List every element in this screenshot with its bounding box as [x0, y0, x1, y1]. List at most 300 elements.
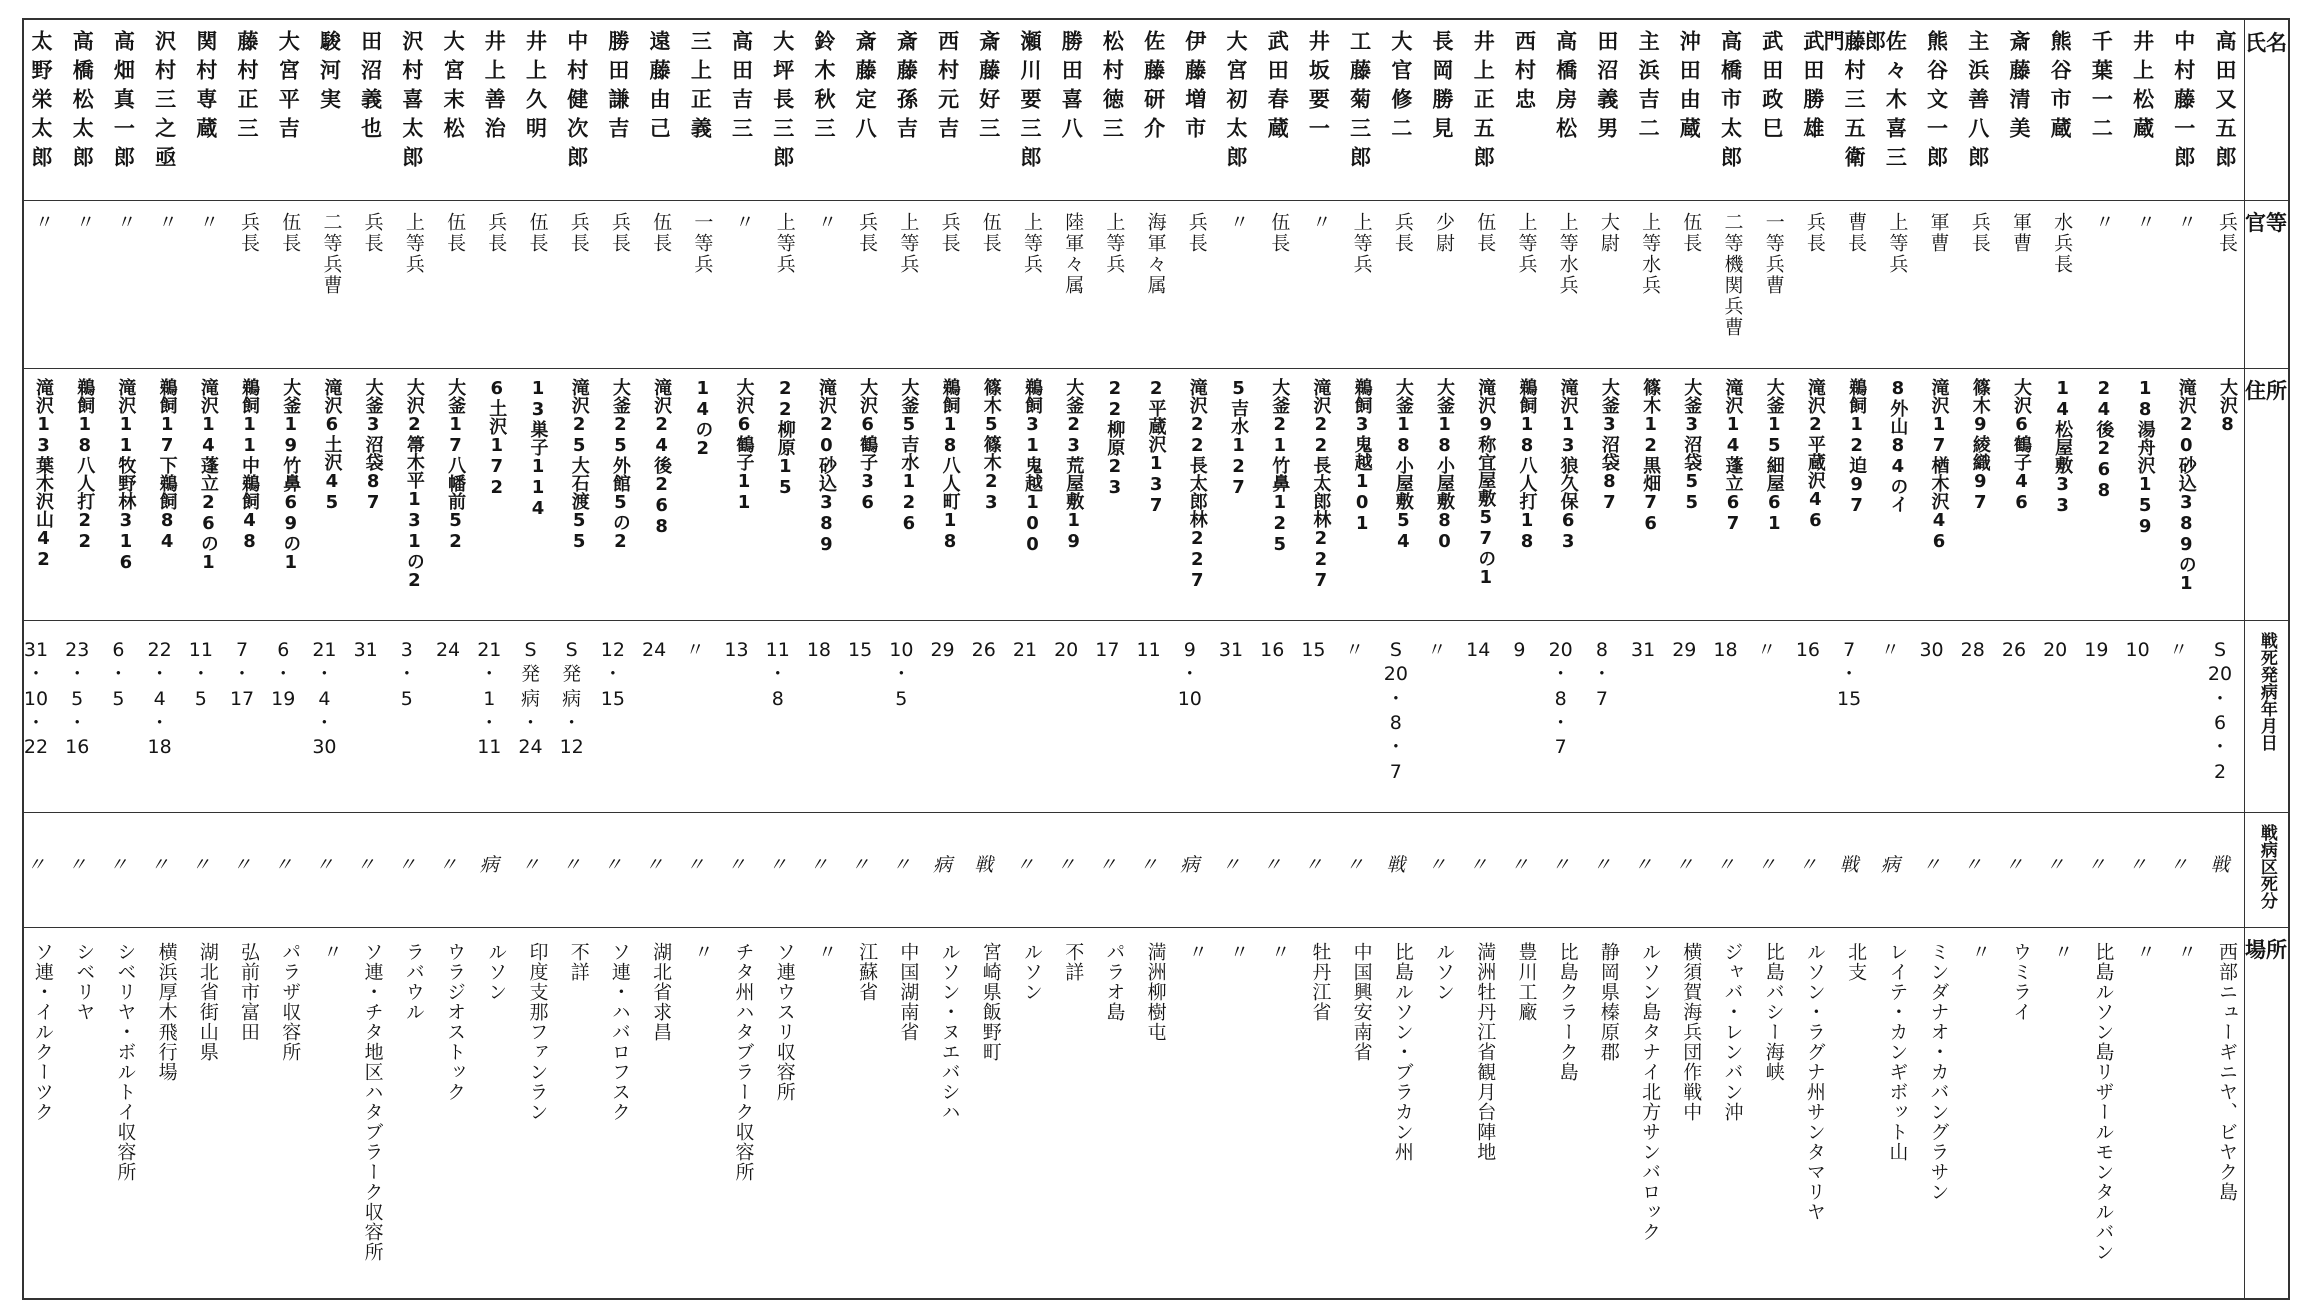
- record-date: 10: [2125, 639, 2150, 661]
- record-rank: 兵長: [1185, 212, 1208, 254]
- record-date: 21: [1012, 639, 1038, 661]
- record-date: 6 ・ 19: [271, 639, 296, 710]
- record-place: 北支: [1845, 942, 1868, 982]
- record-name: 松村徳三: [1100, 30, 1126, 146]
- record-name: 井上松蔵: [2130, 30, 2156, 146]
- record-date: 29: [1672, 639, 1697, 661]
- record-address: 大沢6鶴子36: [857, 378, 879, 513]
- record-column: [679, 20, 714, 1300]
- record-column: [844, 20, 879, 1300]
- record-date: 15: [848, 639, 873, 661]
- record-date: 9 ・ 10: [1177, 639, 1202, 710]
- record-place: 横須賀海兵団作戦中: [1680, 942, 1703, 1122]
- record-column: [1792, 20, 1824, 1300]
- record-address: 22柳原15: [774, 378, 796, 498]
- record-place: 比島バシー海峡: [1762, 942, 1785, 1082]
- record-column: [1710, 20, 1742, 1300]
- record-place: パラオ島: [1103, 942, 1126, 1022]
- record-date: 11: [1136, 639, 1161, 661]
- record-address: 18湯舟沢159: [2134, 378, 2156, 537]
- record-name: 井上善治: [482, 30, 508, 146]
- record-name: 勝田謙吉: [605, 30, 631, 146]
- record-place: 比島ルソン・ブラカン州: [1391, 942, 1414, 1162]
- record-name: 瀬川要三郎: [1017, 30, 1043, 175]
- record-place: 〃: [691, 942, 714, 962]
- memorial-register-table: [22, 18, 2290, 1300]
- record-kubun: 〃: [191, 854, 211, 876]
- record-name: 高橋松太郎: [70, 30, 96, 175]
- record-column: [1174, 20, 1206, 1300]
- record-rank: 兵長: [485, 212, 508, 254]
- record-kubun: 〃: [1963, 854, 1983, 876]
- record-rank: 兵長: [567, 212, 590, 254]
- record-name: 千葉一二: [2089, 30, 2115, 146]
- record-address: 滝沢14蓬立67: [1722, 378, 1744, 534]
- record-address: 鵜飼3鬼越101: [1351, 378, 1373, 534]
- record-place: 湖北省街山県: [196, 942, 219, 1062]
- record-name: 井上正五郎: [1471, 30, 1497, 175]
- record-address: 滝沢22長太郎林227: [1186, 378, 1208, 591]
- record-address: 篠木5篠木23: [980, 378, 1002, 513]
- record-date: 19: [2084, 639, 2109, 661]
- record-date: 〃: [1757, 639, 1777, 661]
- record-kubun: 〃: [67, 854, 87, 876]
- record-address: 13巣子114: [527, 378, 549, 519]
- record-kubun: 〃: [644, 854, 664, 876]
- record-place: ルソン島タナイ北方サンバロック: [1639, 942, 1662, 1242]
- record-date: 3 ・ 5: [397, 639, 417, 710]
- record-place: シベリヤ・ボルトイ収容所: [114, 942, 137, 1182]
- record-address: 滝沢24後268: [651, 378, 673, 537]
- record-rank: 一等兵曹: [1762, 212, 1785, 296]
- record-address: 大釜18小屋敷80: [1434, 378, 1456, 552]
- record-kubun: 〃: [26, 854, 46, 876]
- record-kubun: 〃: [727, 854, 747, 876]
- record-rank: 〃: [73, 212, 96, 233]
- record-rank: 海軍々属: [1144, 212, 1167, 296]
- record-kubun: 〃: [397, 854, 417, 876]
- record-rank: 兵長: [1968, 212, 1991, 254]
- record-name: 井坂要一: [1306, 30, 1332, 146]
- record-address: 鵜飼17下鵜飼84: [156, 378, 178, 552]
- record-kubun: 〃: [1798, 854, 1818, 876]
- record-date: 23 ・ 5 ・ 16: [65, 639, 90, 759]
- record-column: [432, 20, 467, 1300]
- record-address: 大釜15細屋61: [1763, 378, 1785, 534]
- record-address: 滝沢6土沢45: [321, 378, 343, 513]
- record-date: 17: [1095, 639, 1120, 661]
- record-address: 大釜21竹鼻125: [1269, 378, 1291, 555]
- record-kubun: 〃: [1922, 854, 1942, 876]
- record-rank: 軍曹: [1927, 212, 1950, 254]
- record-column: [61, 20, 96, 1300]
- record-kubun: 〃: [108, 854, 128, 876]
- record-place: 〃: [1185, 942, 1208, 962]
- record-address: 篠木9綾織97: [1969, 378, 1991, 513]
- record-address: 14松屋敷33: [2052, 378, 2074, 516]
- record-name: 井上久明: [523, 30, 549, 146]
- record-address: 大沢8: [2217, 378, 2238, 435]
- record-date: 31 ・ 10 ・ 22: [23, 639, 49, 759]
- record-column: [2080, 20, 2115, 1300]
- record-address: 大釜3沼袋87: [362, 378, 384, 513]
- record-date: S 20 ・ 8 ・ 7: [1383, 639, 1408, 783]
- record-column: [514, 20, 549, 1300]
- record-date: 〃: [1427, 639, 1447, 661]
- record-address: 滝沢13狼久保63: [1557, 378, 1579, 552]
- record-date: 7 ・ 15: [1837, 639, 1862, 710]
- record-rank: 兵長: [361, 212, 384, 254]
- record-rank: 軍曹: [2009, 212, 2032, 254]
- record-date: 20: [1054, 639, 1079, 661]
- record-column: [1503, 20, 1538, 1300]
- record-place: 中国湖南省: [897, 942, 920, 1042]
- record-column: [556, 20, 588, 1300]
- record-date: 〃: [685, 639, 705, 661]
- record-kubun: 〃: [768, 854, 788, 876]
- record-place: 満洲牡丹江省観月台陣地: [1474, 942, 1497, 1162]
- record-column: [803, 20, 835, 1300]
- record-rank: 兵長: [608, 212, 631, 254]
- record-date: 6 ・ 5: [108, 639, 128, 710]
- record-place: 静岡県榛原郡: [1597, 942, 1620, 1062]
- record-place: ラバウル: [402, 942, 425, 1022]
- record-place: 不詳: [1062, 942, 1085, 982]
- record-date: 16: [1260, 639, 1285, 661]
- record-rank: 上等兵: [773, 212, 796, 275]
- record-column: [762, 20, 794, 1300]
- record-column: [1380, 20, 1412, 1300]
- record-date: 28: [1960, 639, 1985, 661]
- record-name: 中村健次郎: [564, 30, 590, 175]
- record-address: 大釜3沼袋87: [1598, 378, 1620, 513]
- record-name: 三上正義: [688, 30, 714, 146]
- record-address: 8外山84のイ: [1887, 378, 1909, 513]
- record-kubun: 〃: [891, 854, 911, 876]
- record-name: 伊藤増市: [1182, 30, 1208, 146]
- record-column: [1916, 20, 1948, 1300]
- record-name: 武田勝雄: [1800, 30, 1826, 146]
- record-date: 11 ・ 5: [188, 639, 213, 710]
- record-place: ウミライ: [2009, 942, 2032, 1022]
- record-place: 弘前市富田: [238, 942, 261, 1042]
- record-address: 大釜25外館5の2: [609, 378, 631, 552]
- record-place: ルソン: [1020, 942, 1043, 1002]
- record-address: 鵜飼18八人町18: [939, 378, 961, 552]
- record-date: 20: [2043, 639, 2068, 661]
- record-kubun: 〃: [1757, 854, 1777, 876]
- record-rank: 二等兵曹: [320, 212, 343, 296]
- record-address: 大釜5吉水126: [898, 378, 920, 534]
- record-rank: 上等水兵: [1556, 212, 1579, 296]
- record-place: 比島ルソン島リザールモンタルバン: [2092, 942, 2115, 1262]
- record-place: 不詳: [567, 942, 590, 982]
- record-kubun: 〃: [1221, 854, 1241, 876]
- record-place: シベリヤ: [73, 942, 96, 1022]
- record-place: 豊川工廠: [1515, 942, 1538, 1022]
- record-column: [1297, 20, 1332, 1300]
- record-place: 比島クラーク島: [1556, 942, 1579, 1082]
- record-kubun: 〃: [562, 854, 582, 876]
- record-kubun: 〃: [2086, 854, 2106, 876]
- record-kubun: 〃: [603, 854, 623, 876]
- record-name: 大宮平吉: [276, 30, 302, 146]
- record-rank: 陸軍々属: [1062, 212, 1085, 296]
- record-address: 滝沢22長太郎林227: [1310, 378, 1332, 591]
- record-name: 武田政巳: [1759, 30, 1785, 146]
- record-address: 22柳原23: [1104, 378, 1126, 498]
- record-column: [1957, 20, 1989, 1300]
- record-place: パラザ収容所: [279, 942, 302, 1062]
- header-kubun: 戦病区死分: [2256, 824, 2277, 909]
- record-rank: 上等兵: [402, 212, 425, 275]
- record-kubun: 〃: [1056, 854, 1076, 876]
- record-place: 西部ニューギニヤ、ビヤク島: [2216, 942, 2238, 1202]
- record-kubun: 〃: [1139, 854, 1159, 876]
- record-name: 工藤菊三郎: [1347, 30, 1373, 175]
- record-kubun: 〃: [1592, 854, 1612, 876]
- record-address: 滝沢25大石渡55: [568, 378, 590, 552]
- record-rank: 伍長: [1680, 212, 1703, 254]
- record-address: 滝沢13葉木沢山42: [33, 378, 54, 570]
- record-name: 高田吉三: [729, 30, 755, 146]
- record-place: 〃: [814, 942, 837, 962]
- record-name: 沢村喜太郎: [399, 30, 425, 175]
- record-address: 鵜飼11中鵜飼48: [239, 378, 261, 552]
- record-date: 24: [642, 639, 667, 661]
- record-rank: 上等兵: [1515, 212, 1538, 275]
- record-address: 篠木12黒畑76: [1640, 378, 1662, 534]
- record-rank: 〃: [114, 212, 137, 233]
- record-place: ルソン・ヌエバシハ: [938, 942, 961, 1122]
- record-place: 〃: [320, 942, 343, 962]
- record-kubun: 〃: [2004, 854, 2024, 876]
- record-kubun: 病: [1180, 854, 1200, 876]
- record-date: S 20 ・ 6 ・ 2: [2207, 639, 2233, 783]
- record-name: 沖田由蔵: [1677, 30, 1703, 146]
- record-rank: 伍長: [279, 212, 302, 254]
- record-column: [102, 20, 137, 1300]
- record-name: 藤村三五衛門: [1821, 30, 1868, 175]
- record-name: 藤村正三: [235, 30, 261, 146]
- record-column: [1751, 20, 1783, 1300]
- record-name: 田沼義男: [1594, 30, 1620, 146]
- record-column: [350, 20, 382, 1300]
- record-rank: 〃: [732, 212, 755, 233]
- record-name: 高橋市太郎: [1718, 30, 1744, 175]
- record-name: 長岡勝見: [1430, 30, 1456, 146]
- record-address: 大沢6鶴子11: [733, 378, 755, 513]
- record-rank: 上等兵: [1020, 212, 1043, 275]
- record-address: 24後268: [2093, 378, 2115, 501]
- record-date: 26: [2001, 639, 2027, 661]
- record-date: 8 ・ 7: [1592, 639, 1612, 710]
- record-column: [1256, 20, 1291, 1300]
- record-name: 高田又五郎: [2213, 30, 2238, 175]
- record-place: 満洲柳樹屯: [1144, 942, 1167, 1042]
- record-address: 鵜飼18八人打18: [1516, 378, 1538, 552]
- record-address: 滝沢17楢木沢46: [1928, 378, 1950, 552]
- record-place: 〃: [1968, 942, 1991, 962]
- record-rank: 兵長: [856, 212, 879, 254]
- record-rank: 〃: [2092, 212, 2115, 233]
- record-kubun: 病: [1880, 854, 1900, 876]
- record-name: 勝田喜八: [1059, 30, 1085, 146]
- record-rank: 一等兵: [691, 212, 714, 275]
- record-place: 〃: [2174, 942, 2197, 962]
- record-kubun: 〃: [2045, 854, 2065, 876]
- record-rank: 上等兵: [1350, 212, 1373, 275]
- record-column: [226, 20, 261, 1300]
- record-address: 滝沢2平蔵沢46: [1804, 378, 1826, 531]
- record-kubun: 〃: [1097, 854, 1117, 876]
- record-rank: 〃: [2133, 212, 2156, 233]
- record-column: [1050, 20, 1085, 1300]
- record-date: 21 ・ 1 ・ 11: [477, 639, 502, 759]
- record-rank: 伍長: [526, 212, 549, 254]
- record-column: [1545, 20, 1577, 1300]
- record-kubun: 〃: [1303, 854, 1323, 876]
- header-address: 住所: [2245, 378, 2287, 403]
- record-address: 14の2: [692, 378, 714, 459]
- record-rank: 兵長: [1803, 212, 1826, 254]
- record-column: [20, 20, 52, 1300]
- record-date: 31: [1218, 639, 1244, 661]
- record-column: [2204, 20, 2236, 1300]
- record-rank: 伍長: [444, 212, 467, 254]
- record-column: [2039, 20, 2074, 1300]
- record-date: 20 ・ 8 ・ 7: [1548, 639, 1573, 759]
- record-kubun: 戦: [974, 854, 994, 876]
- record-kubun: 〃: [1468, 854, 1488, 876]
- record-name: 佐藤研介: [1141, 30, 1167, 146]
- record-address: 大釜3沼袋55: [1681, 378, 1703, 513]
- record-date: 9: [1513, 639, 1526, 661]
- record-date: 31: [353, 639, 378, 661]
- record-date: 〃: [2169, 639, 2189, 661]
- record-kubun: 〃: [1509, 854, 1529, 876]
- record-column: [1009, 20, 1041, 1300]
- record-rank: 兵長: [2216, 212, 2238, 254]
- header-place: 場所: [2245, 937, 2287, 962]
- record-rank: 伍長: [1474, 212, 1497, 254]
- record-date: 7 ・ 17: [229, 639, 255, 710]
- record-column: [267, 20, 302, 1300]
- record-column: [721, 20, 753, 1300]
- record-column: [1091, 20, 1126, 1300]
- record-address: 滝沢14蓬立26の1: [197, 378, 219, 573]
- record-name: 中村藤一郎: [2171, 30, 2197, 175]
- record-date: 〃: [1880, 639, 1900, 661]
- record-kubun: 戦: [1839, 854, 1859, 876]
- header-rank: 官等: [2245, 210, 2287, 235]
- record-kubun: 〃: [1633, 854, 1653, 876]
- record-kubun: 〃: [2169, 854, 2189, 876]
- record-date: 26: [971, 639, 996, 661]
- record-kubun: 〃: [1427, 854, 1447, 876]
- record-name: 大坪長三郎: [770, 30, 796, 175]
- record-column: [144, 20, 176, 1300]
- record-place: ソ連・チタ地区ハタブラーク収容所: [361, 942, 384, 1262]
- record-column: [1339, 20, 1371, 1300]
- record-kubun: 〃: [273, 854, 293, 876]
- record-name: 田沼義也: [358, 30, 384, 146]
- record-name: 斎藤孫吉: [894, 30, 920, 146]
- record-kubun: 〃: [1015, 854, 1035, 876]
- record-address: 大釜17八幡前52: [445, 378, 467, 552]
- record-place: ミンダナオ・カバングラサン: [1927, 942, 1950, 1202]
- header-date: 戦死発病年月日: [2256, 632, 2277, 751]
- record-name: 大宮末松: [441, 30, 467, 146]
- record-place: 〃: [1227, 942, 1250, 962]
- record-rank: 〃: [196, 212, 219, 233]
- record-name: 斎藤定八: [853, 30, 879, 146]
- record-date: 16: [1795, 639, 1821, 661]
- record-column: [968, 20, 1000, 1300]
- record-kubun: 〃: [850, 854, 870, 876]
- record-rank: 〃: [32, 212, 54, 233]
- record-place: 横浜厚木飛行場: [155, 942, 178, 1082]
- record-date: 14: [1466, 639, 1491, 661]
- record-place: ソ連・ハバロフスク: [608, 942, 631, 1122]
- record-address: 滝沢20砂込389の1: [2175, 378, 2197, 594]
- record-date: 11 ・ 8: [765, 639, 790, 710]
- record-date: 18: [806, 639, 832, 661]
- record-rank: 兵長: [238, 212, 261, 254]
- record-date: 30: [1919, 639, 1944, 661]
- record-name: 武田春蔵: [1265, 30, 1291, 146]
- record-rank: 〃: [814, 212, 837, 233]
- record-address: 6土沢172: [486, 378, 508, 498]
- record-name: 沢村三之亟: [152, 30, 178, 175]
- record-column: [597, 20, 629, 1300]
- record-kubun: 戦: [1386, 854, 1406, 876]
- record-address: 5吉水127: [1228, 378, 1250, 498]
- record-kubun: 〃: [809, 854, 829, 876]
- record-column: [1862, 20, 1909, 1300]
- record-rank: 伍長: [979, 212, 1002, 254]
- record-name: 遠藤由己: [647, 30, 673, 146]
- record-date: 24: [435, 639, 461, 661]
- record-date: S 発 病 ・ 12: [559, 639, 584, 759]
- record-column: [1627, 20, 1662, 1300]
- record-place: 〃: [2051, 942, 2074, 962]
- record-column: [1133, 20, 1165, 1300]
- record-date: 15: [1301, 639, 1326, 661]
- record-place: 中国興安南省: [1350, 942, 1373, 1062]
- record-rank: 伍長: [650, 212, 673, 254]
- record-date: 13: [724, 639, 749, 661]
- record-name: 関村専蔵: [193, 30, 219, 146]
- record-address: 大釜19竹鼻69の1: [280, 378, 302, 573]
- record-name: 駿河実: [317, 30, 343, 117]
- record-place: ソ連・イルクーツク: [32, 942, 54, 1122]
- record-kubun: 〃: [685, 854, 705, 876]
- record-place: 〃: [1268, 942, 1291, 962]
- record-name: 佐々木喜三郎: [1862, 30, 1909, 175]
- record-column: [1421, 20, 1456, 1300]
- record-rank: 上等兵: [1103, 212, 1126, 275]
- record-rank: 〃: [1227, 212, 1250, 233]
- record-rank: 兵長: [1391, 212, 1414, 254]
- record-rank: 上等兵: [1886, 212, 1909, 275]
- record-rank: 上等兵: [897, 212, 920, 275]
- record-address: 滝沢11牧野林316: [115, 378, 137, 573]
- record-rank: 上等水兵: [1639, 212, 1662, 296]
- record-column: [2122, 20, 2154, 1300]
- record-name: 鈴木秋三: [811, 30, 837, 146]
- record-place: 牡丹江省: [1309, 942, 1332, 1022]
